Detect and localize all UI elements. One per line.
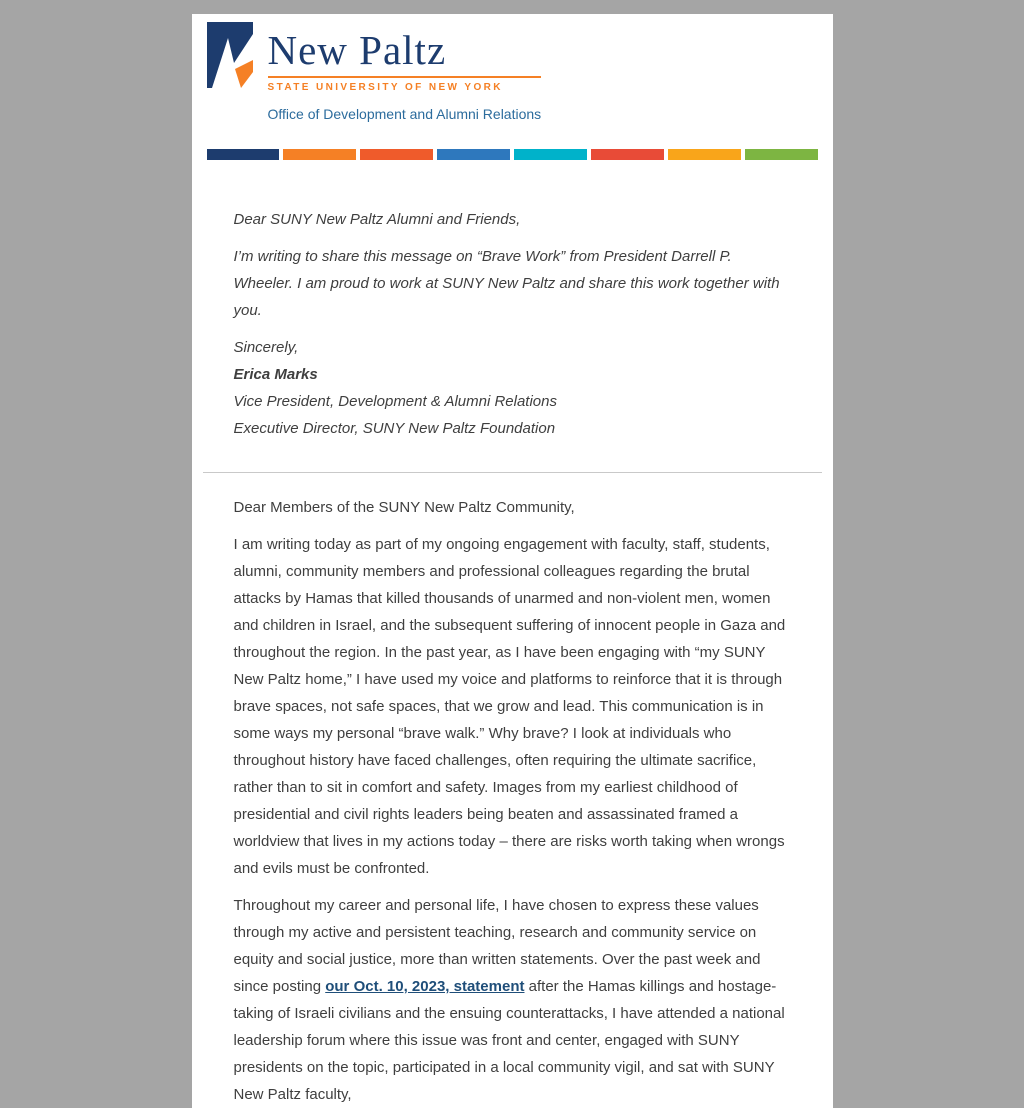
stripe-segment [745,149,818,160]
email-card [192,14,833,1108]
stripe-segment [360,149,433,160]
stripe-segment [283,149,356,160]
closing-text: Sincerely, [233,339,299,356]
section-divider [203,472,822,473]
stripe-segment [207,149,280,160]
logo-text-block [268,22,542,122]
logo-tagline: STATE UNIVERSITY OF NEW YORK [267,82,503,93]
letter-content [207,160,818,1108]
email-header [207,22,818,160]
paragraph-2-after-link: after the Hamas killings and hostage-taking of Israeli civilians and the ensuing counterattacks, I have attended a national leadership forum where this issue was front and center, engaged with SUNY presidents on the topic, participated in a local community vigil, and sat with SUNY New Paltz faculty, [233,978,785,1103]
stripe-segment [591,149,664,160]
intro-greeting: Dear SUNY New Paltz Alumni and Friends, [233,211,521,228]
logo-divider-rule [268,76,542,78]
stripe-segment [514,149,587,160]
signature-name: Erica Marks [233,366,318,383]
statement-link[interactable]: our Oct. 10, 2023, statement [325,978,525,995]
letter-paragraph-2 [234,892,791,1108]
mountain-logo-icon [207,22,253,88]
letter-greeting: Dear Members of the SUNY New Paltz Community, [233,499,575,516]
logo-wordmark: New Paltz [267,27,447,73]
university-logo [207,22,818,122]
signature-title-2: Executive Director, SUNY New Paltz Foundation [233,420,556,437]
stripe-segment [668,149,741,160]
signature-block [234,334,791,442]
intro-message: I’m writing to share this message on “Brave Work” from President Darrell P. Wheeler. I am proud to work at SUNY New Paltz and share this work together with you. [233,248,780,319]
brand-color-stripe [207,149,818,160]
paragraph-2-before-link: Throughout my career and personal life, I have chosen to express these values through my active and persistent teaching, research and community service on equity and social justice, more than written statements. Over the past week and since posting [233,897,761,995]
office-name: Office of Development and Alumni Relations [267,106,542,122]
letter-paragraph-1: I am writing today as part of my ongoing engagement with faculty, staff, students, alumni, community members and professional colleagues regarding the brutal attacks by Hamas that killed thousands of unarmed and non-violent men, women and children in Israel, and the subsequent suffering of innocent people in Gaza and throughout the region. In the past year, as I have been engaging with “my SUNY New Paltz home,” I have used my voice and platforms to reinforce that it is through brave spaces, not safe spaces, that we grow and lead. This communication is in some ways my personal “brave walk.” Why brave? I look at individuals who throughout history have faced challenges, often requiring the ultimate sacrifice, rather than to sit in comfort and safety. Images from my earliest childhood of presidential and civil rights leaders being beaten and assassinated framed a worldview that lives in my actions today – there are risks worth taking when wrongs and evils must be confronted. [233,536,786,877]
stripe-segment [437,149,510,160]
signature-title-1: Vice President, Development & Alumni Relations [233,393,557,410]
